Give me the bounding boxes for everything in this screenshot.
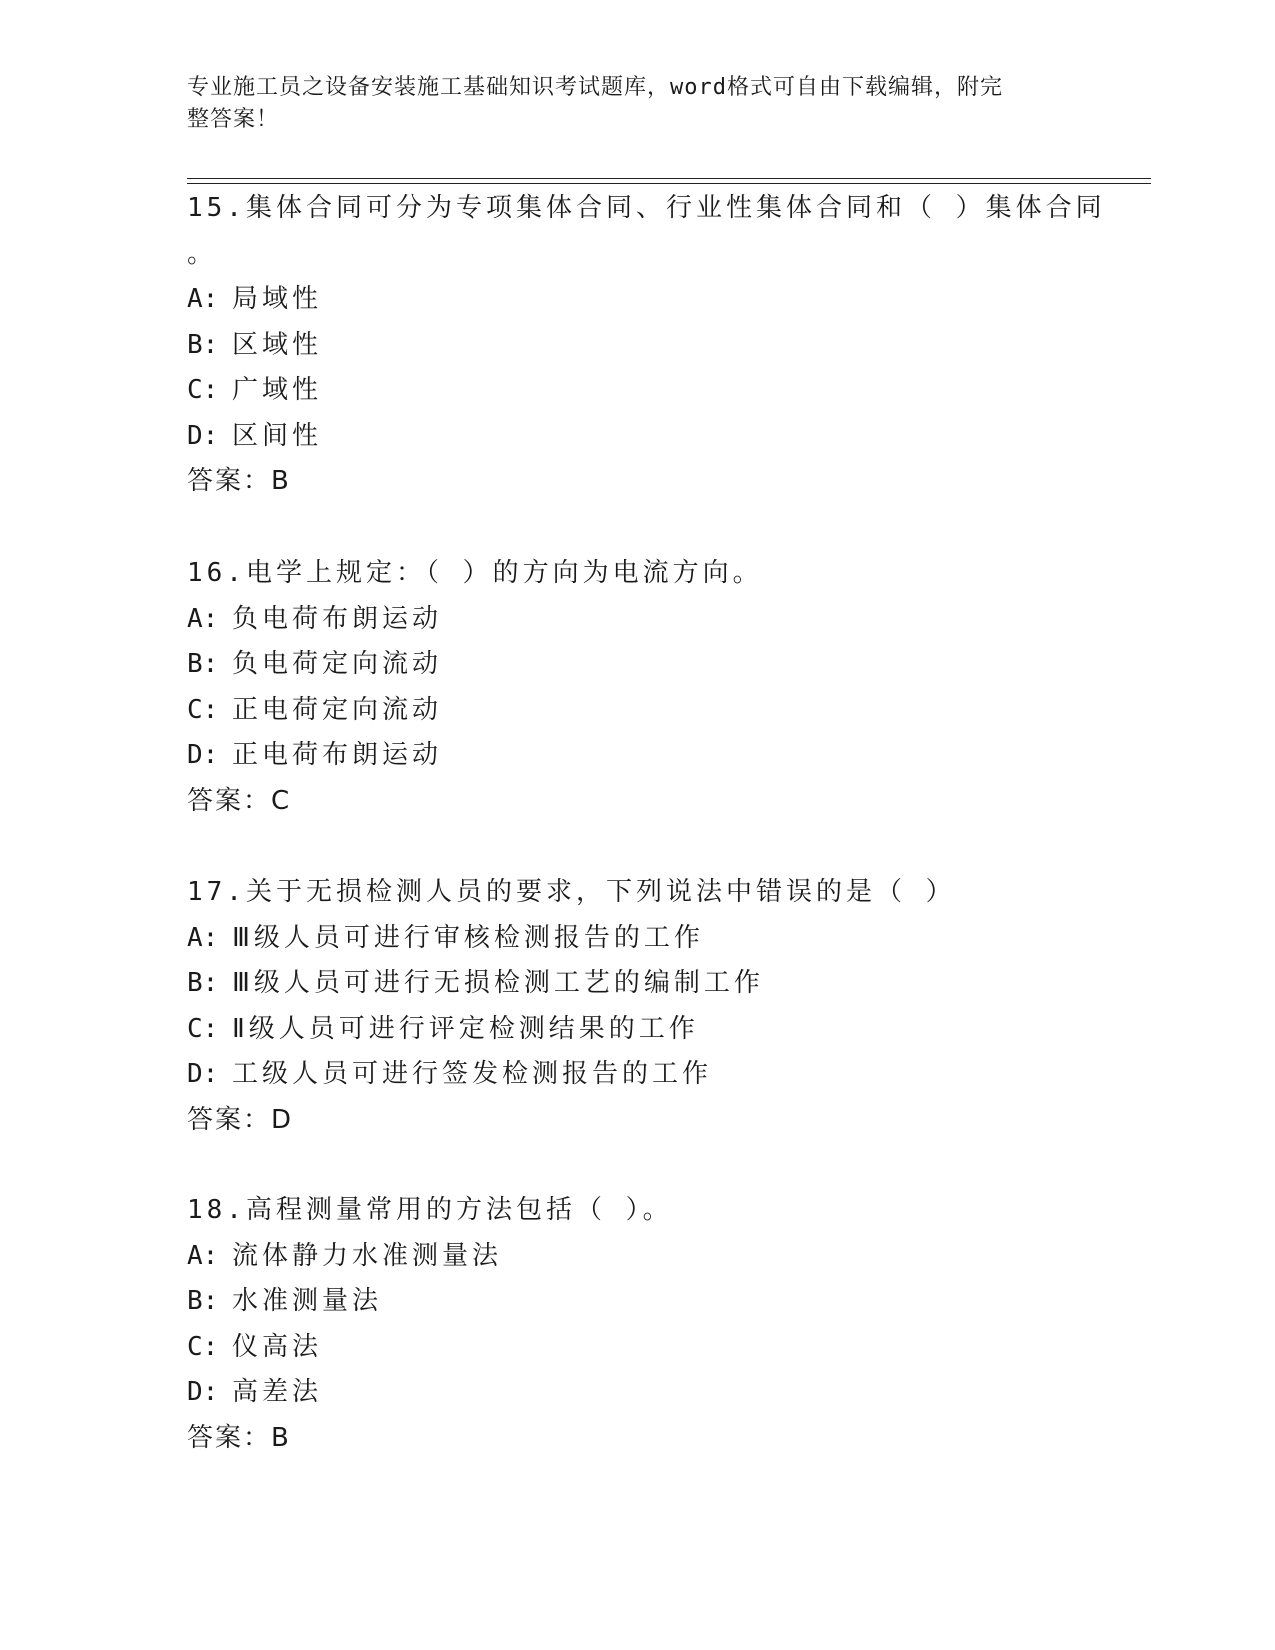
question-16	[187, 551, 1087, 824]
option-text: Ⅲ级人员可进行审核检测报告的工作	[232, 922, 704, 953]
answer-line: 答案：B	[187, 1422, 291, 1453]
answer-line: 答案：D	[187, 1104, 294, 1135]
option-b	[187, 961, 1087, 1007]
document-header	[187, 72, 1067, 136]
header-line-2: 整答案！	[187, 107, 280, 132]
option-letter: A:	[187, 922, 219, 953]
question-stem: 18.高程测量常用的方法包括（ ）。	[187, 1195, 673, 1225]
option-letter: C:	[187, 1013, 219, 1044]
option-text: 区域性	[232, 329, 323, 360]
option-c	[187, 688, 1087, 734]
header-line-1: 专业施工员之设备安装施工基础知识考试题库，word格式可自由下载编辑，附完	[187, 75, 1003, 100]
option-text: 工级人员可进行签发检测报告的工作	[232, 1059, 713, 1089]
option-text: 负电荷布朗运动	[232, 603, 443, 634]
question-stem: 15.集体合同可分为专项集体合同、行业性集体合同和（ ）集体合同	[187, 193, 1106, 223]
option-letter: C:	[187, 1331, 219, 1362]
option-letter: D:	[187, 420, 219, 451]
option-letter: D:	[187, 740, 219, 770]
option-d	[187, 733, 1087, 779]
option-letter: D:	[187, 1377, 219, 1407]
answer-line: 答案：B	[187, 466, 291, 496]
option-letter: A:	[187, 284, 219, 314]
option-c	[187, 1007, 1087, 1053]
option-letter: C:	[187, 375, 219, 405]
option-text: 区间性	[232, 420, 323, 451]
option-text: 高差法	[232, 1377, 323, 1407]
option-d	[187, 414, 1087, 460]
option-letter: B:	[187, 968, 219, 998]
option-b	[187, 1279, 1087, 1325]
header-divider-bottom	[187, 183, 1151, 184]
question-stem: 16.电学上规定：（ ）的方向为电流方向。	[187, 558, 763, 588]
option-text: 正电荷定向流动	[232, 694, 443, 725]
option-a	[187, 1234, 1087, 1280]
option-text: 广域性	[232, 375, 323, 405]
option-b	[187, 323, 1087, 369]
option-text: Ⅱ级人员可进行评定检测结果的工作	[232, 1013, 699, 1044]
option-letter: D:	[187, 1059, 219, 1089]
option-c	[187, 368, 1087, 414]
question-18	[187, 1188, 1087, 1461]
question-17	[187, 870, 1087, 1143]
option-text: Ⅲ级人员可进行无损检测工艺的编制工作	[232, 968, 764, 998]
option-text: 负电荷定向流动	[232, 649, 443, 679]
option-d	[187, 1052, 1087, 1098]
question-stem: 17.关于无损检测人员的要求，下列说法中错误的是（ ）	[187, 877, 956, 907]
option-c	[187, 1325, 1087, 1371]
question-15	[187, 186, 1106, 505]
answer-line: 答案：C	[187, 785, 292, 816]
option-a	[187, 916, 1087, 962]
option-text: 局域性	[232, 284, 323, 314]
option-letter: A:	[187, 603, 219, 634]
option-letter: C:	[187, 694, 219, 725]
option-letter: A:	[187, 1240, 219, 1271]
option-text: 流体静力水准测量法	[232, 1240, 503, 1271]
option-letter: B:	[187, 1286, 219, 1316]
option-b	[187, 642, 1087, 688]
question-stem-continuation: 。	[187, 238, 218, 269]
option-text: 正电荷布朗运动	[232, 740, 443, 770]
option-letter: B:	[187, 649, 219, 679]
option-letter: B:	[187, 329, 219, 360]
option-text: 水准测量法	[232, 1286, 383, 1316]
option-text: 仪高法	[232, 1331, 323, 1362]
option-d	[187, 1370, 1087, 1416]
option-a	[187, 277, 1087, 323]
option-a	[187, 597, 1087, 643]
header-divider-top	[187, 178, 1151, 179]
